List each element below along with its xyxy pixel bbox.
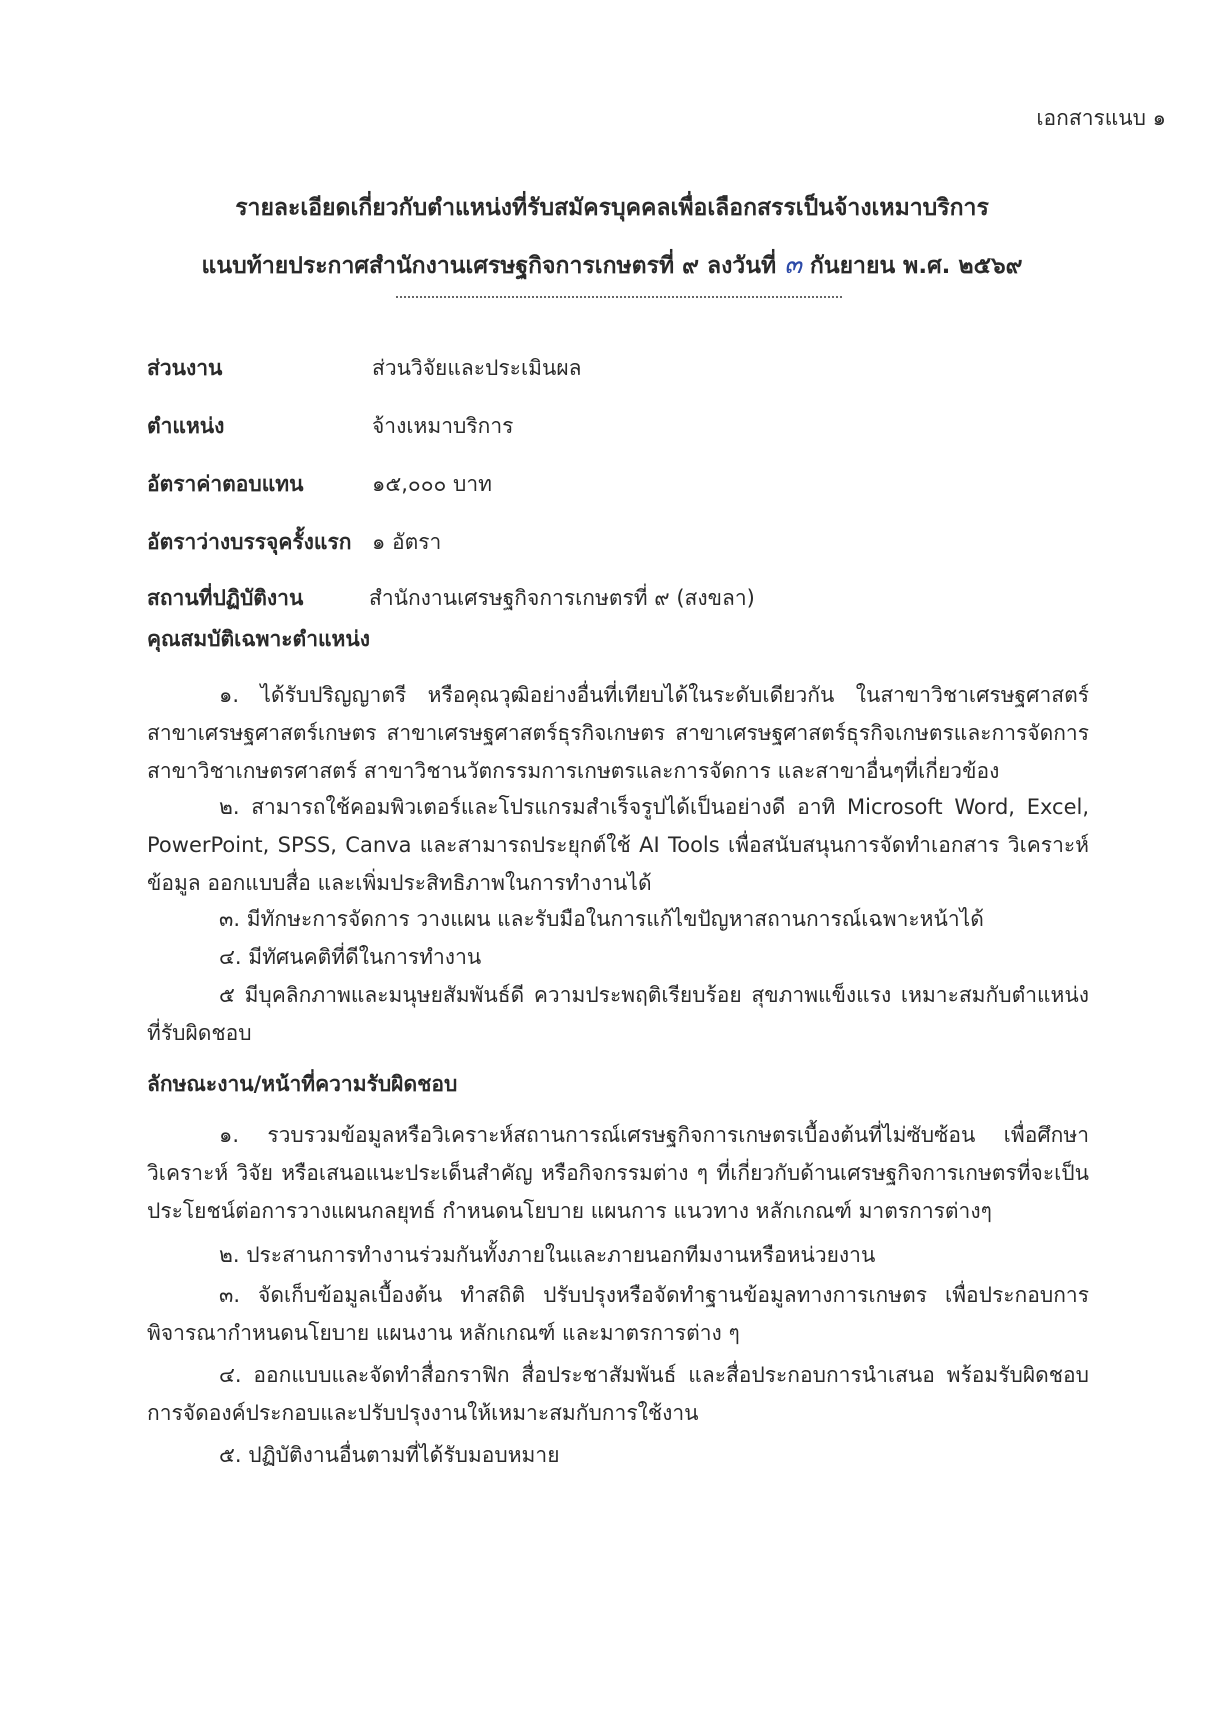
duty-text: ๕. ปฏิบัติงานอื่นตามที่ได้รับมอบหมาย	[219, 1443, 560, 1467]
qualification-item	[147, 788, 1089, 902]
field-location-value: สำนักงานเศรษฐกิจการเกษตรที่ ๙ (สงขลา)	[369, 586, 755, 610]
title-line-1: รายละเอียดเกี่ยวกับตำแหน่งที่รับสมัครบุคคลเพื่อเลือกสรรเป็นจ้างเหมาบริการ	[235, 195, 989, 221]
duty-text: ๔. ออกแบบและจัดทำสื่อกราฟิก สื่อประชาสัมพันธ์ และสื่อประกอบการนำเสนอ พร้อมรับผิดชอบการจัดองค์ประกอบและปรับปรุงงานให้เหมาะสมกับการใช้งาน	[147, 1363, 1089, 1425]
duty-item	[147, 1236, 1089, 1274]
field-location-label: สถานที่ปฏิบัติงาน	[147, 586, 304, 610]
field-vacancy-label: อัตราว่างบรรจุครั้งแรก	[147, 530, 352, 554]
qualification-text: ๒. สามารถใช้คอมพิวเตอร์และโปรแกรมสำเร็จรูปได้เป็นอย่างดี อาทิ Microsoft Word, Excel, PowerPoint, SPSS, Canva และสามารถประยุกต์ใช้ AI Tools เพื่อสนับสนุนการจัดทำเอกสาร วิเคราะห์ข้อมูล ออกแบบสื่อ และเพิ่มประสิทธิภาพในการทำงานได้	[147, 795, 1089, 895]
title-line-2-after: กันยายน พ.ศ. ๒๕๖๙	[809, 253, 1023, 279]
qualification-text: ๔. มีทัศนคติที่ดีในการทำงาน	[219, 945, 482, 969]
attachment-label: เอกสารแนบ ๑	[1036, 106, 1166, 130]
field-unit	[147, 352, 582, 385]
qualifications-heading: คุณสมบัติเฉพาะตำแหน่ง	[147, 627, 370, 651]
duties-heading: ลักษณะงาน/หน้าที่ความรับผิดชอบ	[147, 1072, 458, 1096]
qualification-item	[147, 976, 1089, 1052]
handwritten-day: ๓	[784, 250, 802, 280]
field-position-value: จ้างเหมาบริการ	[372, 414, 514, 438]
field-pay-label: อัตราค่าตอบแทน	[147, 472, 304, 496]
duty-item	[147, 1276, 1089, 1352]
qualification-text: ๓. มีทักษะการจัดการ วางแผน และรับมือในการแก้ไขปัญหาสถานการณ์เฉพาะหน้าได้	[219, 907, 984, 931]
field-vacancy	[147, 526, 442, 559]
qualification-item	[147, 938, 1089, 976]
duty-text: ๓. จัดเก็บข้อมูลเบื้องต้น ทำสถิติ ปรับปรุงหรือจัดทำฐานข้อมูลทางการเกษตร เพื่อประกอบการพิจารณากำหนดนโยบาย แผนงาน หลักเกณฑ์ และมาตรการต่าง ๆ	[147, 1283, 1089, 1345]
field-unit-value: ส่วนวิจัยและประเมินผล	[372, 356, 582, 380]
field-position-label: ตำแหน่ง	[147, 414, 225, 438]
duty-item	[147, 1356, 1089, 1432]
duty-item	[147, 1116, 1089, 1230]
qualification-text: ๕ มีบุคลิกภาพและมนุษยสัมพันธ์ดี ความประพฤติเรียบร้อย สุขภาพแข็งแรง เหมาะสมกับตำแหน่งที่รับผิดชอบ	[147, 983, 1089, 1045]
field-pay-value: ๑๕,๐๐๐ บาท	[372, 472, 492, 496]
field-pay	[147, 468, 492, 501]
field-location	[147, 582, 755, 615]
title-line-2-before: แนบท้ายประกาศสำนักงานเศรษฐกิจการเกษตรที่ ๙ ลงวันที่	[201, 253, 777, 279]
duty-text: ๒. ประสานการทำงานร่วมกันทั้งภายในและภายนอกทีมงานหรือหน่วยงาน	[219, 1243, 876, 1267]
duty-item	[147, 1436, 1089, 1474]
field-vacancy-value: ๑ อัตรา	[372, 530, 442, 554]
duty-text: ๑. รวบรวมข้อมูลหรือวิเคราะห์สถานการณ์เศรษฐกิจการเกษตรเบื้องต้นที่ไม่ซับซ้อน เพื่อศึกษา วิเคราะห์ วิจัย หรือเสนอแนะประเด็นสำคัญ หรือกิจกรรมต่าง ๆ ที่เกี่ยวกับด้านเศรษฐกิจการเกษตรที่จะเป็นประโยชน์ต่อการวางแผนกลยุทธ์ กำหนดนโยบาย แผนการ แนวทาง หลักเกณฑ์ มาตรการต่างๆ	[147, 1123, 1089, 1223]
qualification-item	[147, 676, 1089, 790]
field-unit-label: ส่วนงาน	[147, 356, 223, 380]
dotted-divider	[396, 296, 842, 298]
field-position	[147, 410, 514, 443]
qualification-item	[147, 900, 1089, 938]
qualification-text: ๑. ได้รับปริญญาตรี หรือคุณวุฒิอย่างอื่นที่เทียบได้ในระดับเดียวกัน ในสาขาวิชาเศรษฐศาสตร์ สาขาเศรษฐศาสตร์เกษตร สาขาเศรษฐศาสตร์ธุรกิจเกษตร สาขาเศรษฐศาสตร์ธุรกิจเกษตรและการจัดการ สาขาวิชาเกษตรศาสตร์ สาขาวิชานวัตกรรมการเกษตรและการจัดการ และสาขาอื่นๆที่เกี่ยวข้อง	[147, 683, 1089, 783]
title-line-2	[0, 244, 1224, 285]
